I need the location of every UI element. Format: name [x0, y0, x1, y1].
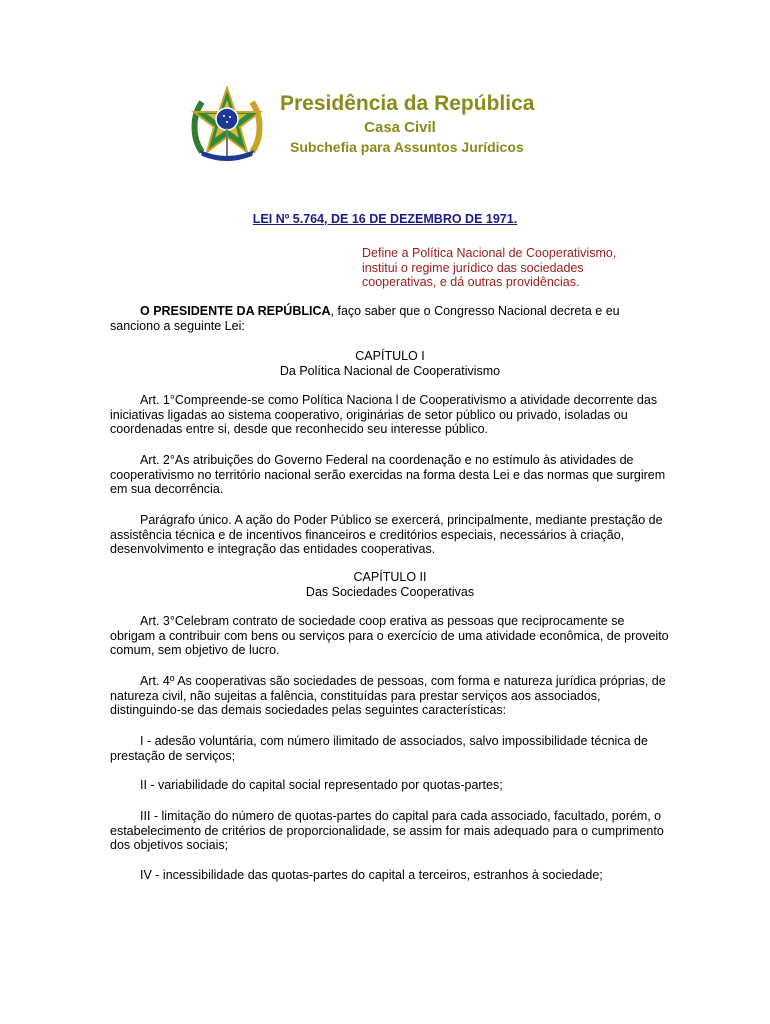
preamble — [110, 304, 670, 333]
ementa-line: Define a Política Nacional de Cooperativismo, — [362, 246, 617, 260]
ementa-line: institui o regime jurídico das sociedades — [362, 260, 584, 275]
inciso-3 — [110, 809, 670, 853]
chapter-name: Da Política Nacional de Cooperativismo — [279, 363, 501, 378]
chapter-name: Das Sociedades Cooperativas — [305, 584, 475, 599]
inciso-1 — [110, 734, 670, 763]
article-text: Art. 1°Compreende-se como Política Naciona l de Cooperativismo a atividade decorrente das iniciativas ligadas ao sistema cooperativo, originárias de setor público ou privado, isoladas ou coordenadas entre si, desde que reconhecido seu interesse público. — [110, 393, 658, 436]
ementa-line: cooperativas, e dá outras providências. — [362, 275, 580, 289]
page-header — [0, 0, 770, 175]
article-2 — [110, 453, 670, 497]
inciso-text: II - variabilidade do capital social representado por quotas-partes; — [140, 778, 503, 792]
article-4 — [110, 674, 670, 718]
article-text: Art. 2°As atribuições do Governo Federal na coordenação e no estímulo às atividades de cooperativismo no território nacional serão exercidas na forma desta Lei e das normas que surgirem em sua decorrência. — [110, 453, 666, 496]
inciso-text: I - adesão voluntária, com número ilimitado de associados, salvo impossibilidade técnica de prestação de serviços; — [110, 734, 648, 763]
article-text: Art. 3°Celebram contrato de sociedade coop erativa as pessoas que reciprocamente se obrigam a contribuir com bens ou serviços para o exercício de uma atividade econômica, de proveito comum, sem objetivo de lucro. — [110, 614, 669, 657]
header-title: Presidência da República — [280, 92, 535, 115]
chapter-label: CAPÍTULO II — [353, 570, 427, 584]
law-title[interactable]: LEI Nº 5.764, DE 16 DE DEZEMBRO DE 1971. — [252, 212, 518, 226]
inciso-text: IV - incessibilidade das quotas-partes do capital a terceiros, estranhos à sociedade; — [140, 868, 603, 882]
law-ementa — [362, 246, 662, 290]
brazil-coat-of-arms-icon — [190, 86, 264, 162]
inciso-4 — [110, 868, 670, 883]
chapter-2-heading — [110, 570, 670, 599]
article-text: Parágrafo único. A ação do Poder Público se exercerá, principalmente, mediante prestação de assistência técnica e de incentivos financeiros e creditórios especiais, necessários à criação, desenvolvimento e integração das entidades cooperativas. — [110, 513, 663, 556]
article-1 — [110, 393, 670, 437]
inciso-2 — [110, 778, 670, 793]
article-text: Art. 4º As cooperativas são sociedades de pessoas, com forma e natureza jurídica próprias, de natureza civil, não sujeitas a falência, constituídas para prestar serviços aos associados, distinguindo-se das demais sociedades pelas seguintes características: — [110, 674, 666, 717]
article-3 — [110, 614, 670, 658]
inciso-text: III - limitação do número de quotas-partes do capital para cada associado, facultado, porém, o estabelecimento de critérios de proporcionalidade, se assim for mais adequado para o cumprimento dos objetivos sociais; — [110, 809, 664, 852]
header-subtitle-2: Subchefia para Assuntos Jurídicos — [290, 139, 524, 155]
chapter-label: CAPÍTULO I — [355, 349, 425, 363]
header-subtitle: Casa Civil — [364, 119, 436, 136]
preamble-bold: O PRESIDENTE DA REPÚBLICA — [140, 304, 331, 318]
chapter-1-heading — [110, 349, 670, 378]
preamble-text: , faço saber que o Congresso Nacional decreta e eu sanciono a seguinte Lei: — [110, 304, 620, 333]
paragrafo-unico — [110, 513, 670, 557]
